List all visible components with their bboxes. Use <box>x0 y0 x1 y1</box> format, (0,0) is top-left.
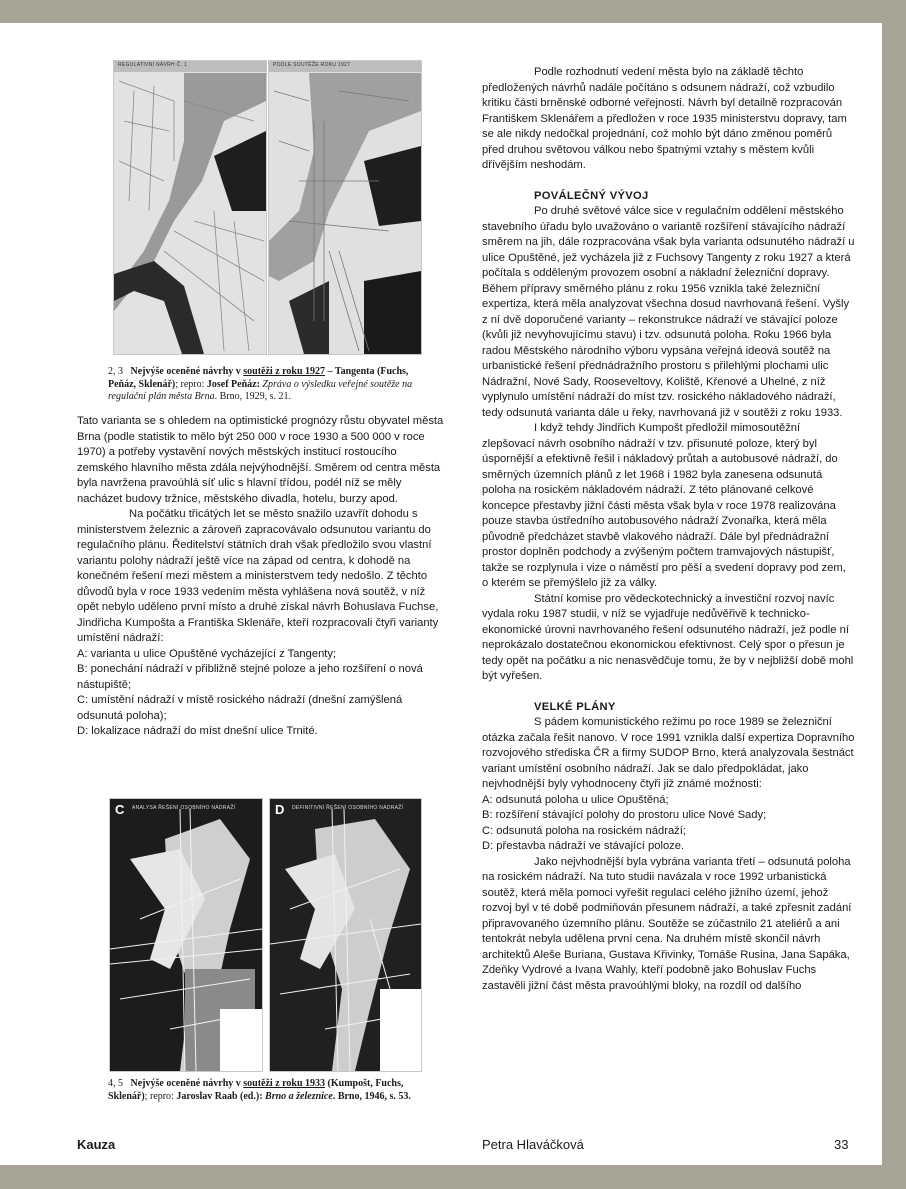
left-paragraph-2: Na počátku třicátých let se město snažilo uzavřít dohodu s ministerstvem železnic a zároveň zapracovávalo odsunutou variantu do regulačního plánu. Ředitelství státních drah však předložilo svou vlastní variantu polohy nádraží ještě více na západ od centra, k dohodě na konečném řešení mezi městem a ministerstvem tedy nedošlo. Z těchto důvodů byla v roce 1933 vedením města vyhlášena nová soutěž, v níž opět nebylo uděleno první místo a druhé získal návrh Bohuslava Fuchse, Jindřicha Kumpošta a Františka Sklenáře, kteří rozpracovali čtyři varianty umístění nádraží: <box>77 508 439 644</box>
map-image-1933-right <box>269 798 422 1072</box>
map-image-1927-right <box>268 60 422 355</box>
caption-title-a: Nejvýše oceněné návrhy v <box>130 1078 244 1089</box>
caption-author2: Jaroslav Raab (ed.): <box>176 1090 263 1102</box>
caption-pub: . Brno, 1946, s. 53. <box>332 1090 411 1102</box>
right-paragraph-5: S pádem komunistického režimu po roce 1989 se železniční otázka začala řešit nanovo. V roce 1991 vznikla další expertiza Dopravního rozvojového střediska ČR a firmy SUDOP Brno, která analyzovala šestnáct variant umístění osobního nádraží. Jak se dalo předpokládat, jako nejvhodnější byly vyhodnoceny čtyři již známé možnosti: <box>482 716 855 790</box>
left-column <box>77 414 449 740</box>
caption-pub: . Brno, 1929, s. 21. <box>214 391 291 402</box>
panel-title-1: REGULATIVNÍ NÁVRH Č. 1 <box>118 62 188 68</box>
caption-title-b: – Tangenta <box>325 366 375 377</box>
right-list-item-b: B: rozšíření stávající polohy do prostoru ulice Nové Sady; <box>482 809 767 821</box>
caption-author2: Josef Peňáz: <box>206 378 260 390</box>
figure-caption-bottom <box>108 1078 423 1103</box>
right-column <box>482 65 855 994</box>
figure-caption-top <box>108 366 423 404</box>
caption-authors: (Fuchs, Peňáz, Sklenář) <box>108 366 409 390</box>
left-list-item-a: A: varianta u ulice Opuštěné vycházející z Tangenty; <box>77 647 337 660</box>
document-page <box>0 23 882 1165</box>
right-list-item-d: D: přestavba nádraží ve stávající poloze. <box>482 840 685 852</box>
caption-title-link: soutěži z roku 1933 <box>243 1078 326 1089</box>
caption-repro: ; repro: <box>144 1090 177 1102</box>
caption-work: Zpráva o výsledku veřejné soutěže na regulační plán města Brna <box>108 378 413 402</box>
caption-title-a: Nejvýše oceněné návrhy v <box>130 366 244 377</box>
caption-number: 4, 5 <box>108 1078 123 1089</box>
caption-work: Brno a železnice <box>262 1090 333 1102</box>
caption-repro: ; repro: <box>175 378 207 390</box>
right-paragraph-1: Podle rozhodnutí vedení města bylo na základě těchto předložených návrhů nadále počítáno s odsunem nádraží, což vzbudilo kritiku části brněnské odborné veřejnosti. Návrh byl detailně rozpracován Františkem Sklenářem a předložen v roce 1935 ministerstvu dopravy, tam se ale nikdy nedočkal projednání, což mohlo být dáno změnou poměrů před druhou světovou válkou nebo špatnými vztahy s městem kvůli dřívějším neshodám. <box>482 66 847 171</box>
footer-section: Kauza <box>77 1137 116 1152</box>
right-paragraph-2: Po druhé světové válce sice v regulačním oddělení městského stavebního úřadu bylo uvažováno o variantě rozšíření stávajícího nádraží směrem na jih, dále rozpracována však byla varianta odsunutého nádraží u ulice Opuštěné, jež vycházela již z Fuchsovy Tangenty z roku 1927 a která počítala s odděleným provozem osobní a nákladní železniční dopravy. Během přípravy směrného plánu z roku 1956 vznikla také železniční expertiza, která měla analyzovat všechna dosud navrhovaná řešení. Vyšly z ní dvě doporučené varianty – rekonstrukce nádraží ve stávající poloze (kvůli již nevyhovujícímu stavu) i tzv. odsunutá poloha. Roku 1966 byla radou Městského národního výboru vypsána veřejná ideová soutěž na urbanistické řešení přednádražního prostoru s přilehlými plochami ulic Nádražní, Nové Sady, Rooseveltovy, Koliště, Křenové a Uhelné, z níž vyplynulo umístění nádraží do míst tzv. rosického nákladového nádraží, tedy odsunutá varianta dále u řeky, navrhovaná již v soutěži z roku 1933. <box>482 205 855 419</box>
caption-title-b: (Kumpošt, Fuchs, Sklenář) <box>108 1078 404 1102</box>
map-image-1927-left <box>113 60 267 355</box>
section-heading-velke-plany: VELKÉ PLÁNY <box>534 700 616 713</box>
left-list-item-b: B: ponechání nádraží v přibližně stejné poloze a jeho rozšíření o nová nástupiště; <box>77 663 423 691</box>
panel-title-2: PODLE SOUTĚŽE ROKU 1927 <box>273 62 351 68</box>
panel-letter-c: C <box>115 802 125 817</box>
right-paragraph-6: Jako nejvhodnější byla vybrána varianta třetí – odsunutá poloha na rosickém nádraží. Na tuto studii navázala v roce 1992 urbanistická soutěž, která měla pomoci vyřešit regulaci celého jižního území, jehož rozvoj byl v té době podmiňován přesunem nádraží, a také zpřesnit zadání připravovaného územního plánu. Soutěže se zúčastnilo 21 ateliérů a ani tentokrát nebyla udělena první cena. Na druhém místě skončil návrh architektů Aleše Buriana, Gustava Křivinky, Tomáše Rusina, Jana Sapáka, Zdeňky Vydrové a Ivana Wahly, kteří podobně jako Bohuslav Fuchs zastavěli jižní část města pravoúhlými bloky, na rozdíl od dalšího <box>482 855 852 992</box>
right-paragraph-3: I když tehdy Jindřich Kumpošt předložil mimosoutěžní zlepšovací návrh osobního nádraží v tzv. přisunuté poloze, který byl úspornější a efektivně řešil i nákladový průtah a autobusové nádraží, do směrných územních plánů z let 1968 i 1982 byla zanesena odsunutá poloha na rosickém nákladovém nádraží. Z této plánované celkové koncepce přestavby jižní části města však byla v roce 1978 realizována pouze stavba ústředního autobusového nádraží Zvonařka, která měla původně předcházet stavbě vlakového nádraží. Dále byl přednádražní prostor doplněn podchody a zvýšeným počtem tramvajových nástupišť, takže se rozplynula i vize o náměstí pro pěší a svedení dopravy pod zem, o kterém se přemýšlelo již za války. <box>482 422 846 589</box>
footer-author: Petra Hlaváčková <box>482 1137 584 1152</box>
right-list-item-c: C: odsunutá poloha na rosickém nádraží; <box>482 824 686 837</box>
left-list-item-c: C: umístění nádraží v místě rosického nádraží (dnešní zamýšlená odsunutá poloha); <box>77 694 403 722</box>
caption-number: 2, 3 <box>108 366 123 377</box>
right-list-item-a: A: odsunutá poloha u ulice Opuštěná; <box>482 793 669 806</box>
left-paragraph-1: Tato varianta se s ohledem na optimistické prognózy růstu obyvatel města Brna (podle statistik to mělo být 250 000 v roce 1930 a 500 000 v roce 1970) a potřeby vystavění nových městských institucí rostoucího zemského hlavního města zdála nejvýhodnější. Směrem od centra města byla navržena pravoúhlá síť ulic s hlavní třídou, podél níž se měly nacházet budovy tržnice, městského divadla, hotelu, burzy apod. <box>77 415 444 505</box>
panel-title-4: DEFINITIVNÍ ŘEŠENÍ OSOBNÍHO NÁDRAŽÍ <box>292 805 404 811</box>
page-number: 33 <box>834 1137 849 1152</box>
section-heading-povalecny: POVÁLEČNÝ VÝVOJ <box>534 189 649 202</box>
panel-letter-d: D <box>275 802 285 817</box>
left-list-item-d: D: lokalizace nádraží do míst dnešní ulice Trnité. <box>77 725 318 737</box>
map-image-1933-left <box>109 798 263 1072</box>
right-paragraph-4: Státní komise pro vědeckotechnický a investiční rozvoj navíc vydala roku 1987 studii, v níž se vyjadřuje nedůvěřivě k technicko-ekonomické úrovni navrhovaného řešení odsunutého nádraží, jež podle ní neprokázalo dostatečnou ekonomickou efektivnost. Celý spor o přesun je tedy opět na počátku a nic nenasvědčuje tomu, že by v nejbližší době mohl být vyřešen. <box>482 592 854 682</box>
panel-title-3: ANALYSA ŘEŠENÍ OSOBNÍHO NÁDRAŽÍ <box>132 805 236 811</box>
caption-title-link: soutěži z roku 1927 <box>243 366 326 377</box>
